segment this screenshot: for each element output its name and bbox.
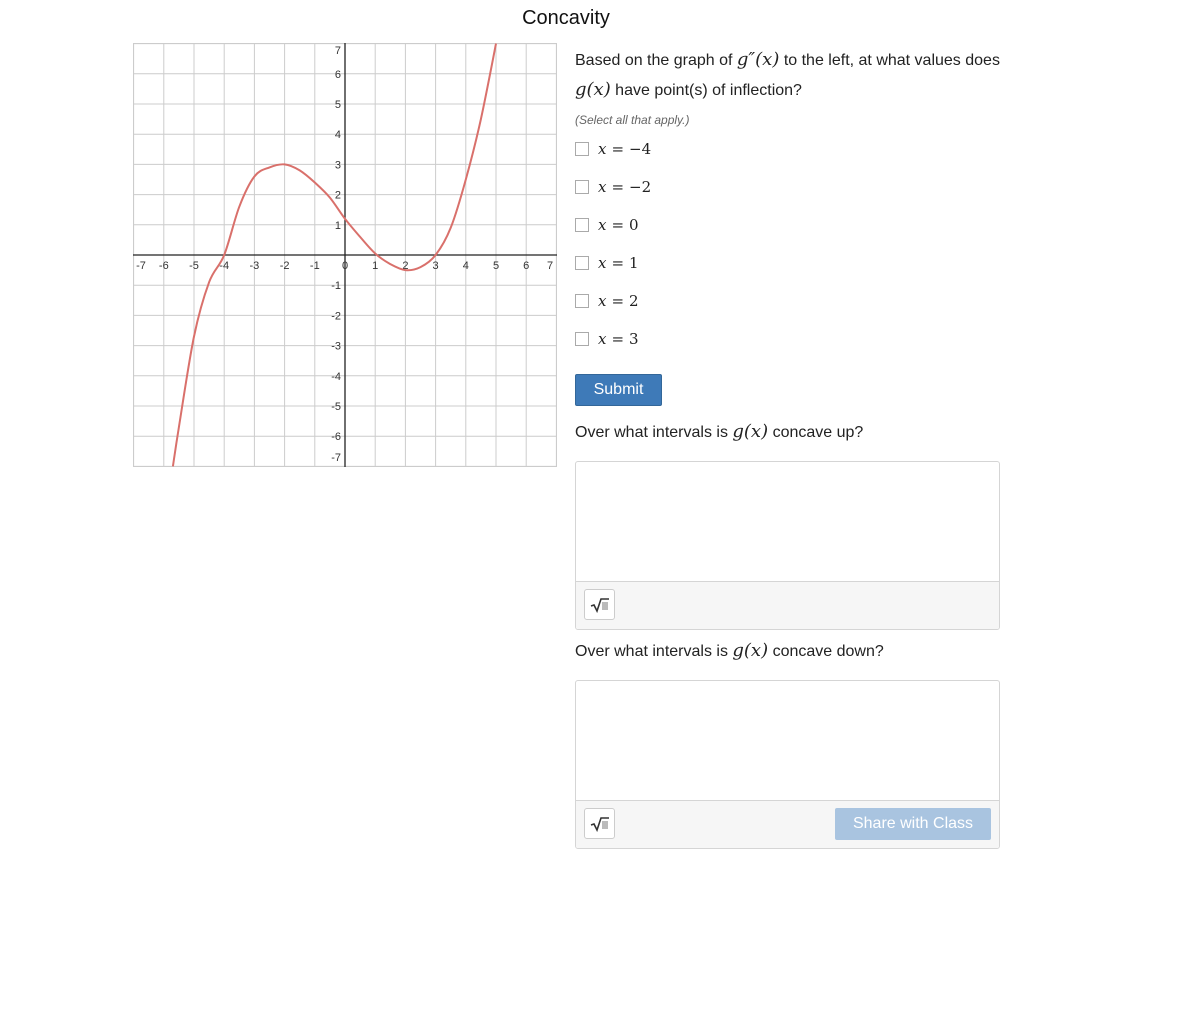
option-checkbox[interactable]: [575, 294, 589, 308]
question-concave-up: [575, 421, 863, 442]
y-tick-label: 4: [334, 129, 341, 142]
option-x-4[interactable]: [575, 292, 639, 310]
option-label: [598, 292, 639, 310]
option-x-0[interactable]: [575, 140, 651, 158]
x-tick-label: 1: [372, 260, 379, 272]
x-tick-label: -1: [309, 260, 320, 272]
concave-up-input[interactable]: [576, 462, 999, 582]
option-value: 0: [629, 216, 639, 234]
q3-text-after: concave down?: [772, 643, 884, 660]
option-value: 3: [629, 330, 639, 348]
square-root-icon[interactable]: [584, 589, 615, 620]
y-tick-label: 1: [334, 219, 341, 232]
y-tick-label: 2: [334, 189, 341, 202]
x-tick-label: 4: [462, 260, 469, 272]
q2-text-after: concave up?: [772, 424, 864, 441]
option-value: 2: [629, 292, 639, 310]
option-label: [598, 254, 639, 272]
square-root-icon[interactable]: [584, 808, 615, 839]
option-value: −2: [629, 178, 652, 196]
option-var: x: [598, 140, 607, 158]
q2-func: g(x): [732, 421, 769, 442]
select-all-hint: (Select all that apply.): [575, 113, 690, 127]
x-tick-label: -6: [158, 260, 169, 272]
concave-up-toolbar: [576, 582, 999, 629]
concave-down-answer-box: [575, 680, 1000, 849]
concave-up-answer-box: [575, 461, 1000, 630]
option-x-5[interactable]: [575, 330, 639, 348]
q1-text-before: Based on the graph of: [575, 52, 733, 69]
option-eq: =: [611, 330, 625, 348]
option-value: 1: [629, 254, 639, 272]
option-value: −4: [629, 140, 652, 158]
q1-text-middle: to the left, at what values does: [783, 52, 1000, 69]
page-title: Concavity: [522, 7, 610, 29]
q2-text-before: Over what intervals is: [575, 424, 728, 441]
share-with-class-button[interactable]: Share with Class: [835, 808, 991, 840]
option-checkbox[interactable]: [575, 218, 589, 232]
y-tick-label: -2: [331, 310, 341, 323]
q3-text-before: Over what intervals is: [575, 643, 728, 660]
option-var: x: [598, 330, 607, 348]
option-eq: =: [611, 178, 625, 196]
graph-gpp: [133, 43, 558, 467]
x-tick-label: 6: [523, 260, 530, 272]
option-eq: =: [611, 140, 625, 158]
option-var: x: [598, 254, 607, 272]
q1-func-g: g(x): [575, 79, 611, 100]
x-tick-label: 3: [432, 260, 439, 272]
x-tick-label: 5: [492, 260, 500, 272]
x-tick-label: -5: [189, 260, 199, 272]
option-eq: =: [611, 292, 625, 310]
q1-text-after: have point(s) of inflection?: [615, 82, 802, 99]
y-tick-label: -5: [331, 401, 341, 413]
y-tick-label: -3: [331, 340, 341, 353]
y-tick-label: 5: [334, 99, 341, 111]
option-x-1[interactable]: [575, 178, 651, 196]
q3-func: g(x): [732, 640, 769, 661]
x-tick-label: 7: [546, 260, 554, 272]
y-tick-label: -7: [331, 452, 341, 464]
y-tick-label: -4: [331, 370, 341, 383]
option-checkbox[interactable]: [575, 256, 589, 270]
option-var: x: [598, 178, 607, 196]
question-concave-down: [575, 640, 884, 661]
x-tick-label: 0: [341, 260, 349, 272]
y-tick-label: 6: [334, 68, 341, 81]
option-checkbox[interactable]: [575, 180, 589, 194]
option-eq: =: [611, 216, 625, 234]
question-inflection: [575, 45, 1005, 105]
option-var: x: [598, 292, 607, 310]
y-tick-label: 7: [334, 45, 341, 57]
x-tick-label: 2: [402, 260, 409, 272]
y-tick-label: 3: [334, 159, 341, 172]
option-label: [598, 178, 651, 196]
x-tick-label: -4: [219, 260, 230, 272]
option-var: x: [598, 216, 607, 234]
option-label: [598, 140, 651, 158]
x-tick-label: -2: [279, 260, 290, 272]
option-label: [598, 330, 639, 348]
option-eq: =: [611, 254, 625, 272]
concave-down-input[interactable]: [576, 681, 999, 801]
y-tick-label: -6: [331, 431, 341, 444]
q1-func-gpp: g″(x): [736, 49, 780, 70]
option-x-3[interactable]: [575, 254, 639, 272]
option-x-2[interactable]: [575, 216, 639, 234]
option-checkbox[interactable]: [575, 142, 589, 156]
option-checkbox[interactable]: [575, 332, 589, 346]
y-tick-label: -1: [331, 280, 341, 293]
x-tick-label: -7: [136, 260, 146, 272]
x-tick-label: -3: [249, 260, 260, 272]
submit-button[interactable]: Submit: [575, 374, 662, 406]
concave-down-toolbar: [576, 801, 999, 848]
option-label: [598, 216, 639, 234]
